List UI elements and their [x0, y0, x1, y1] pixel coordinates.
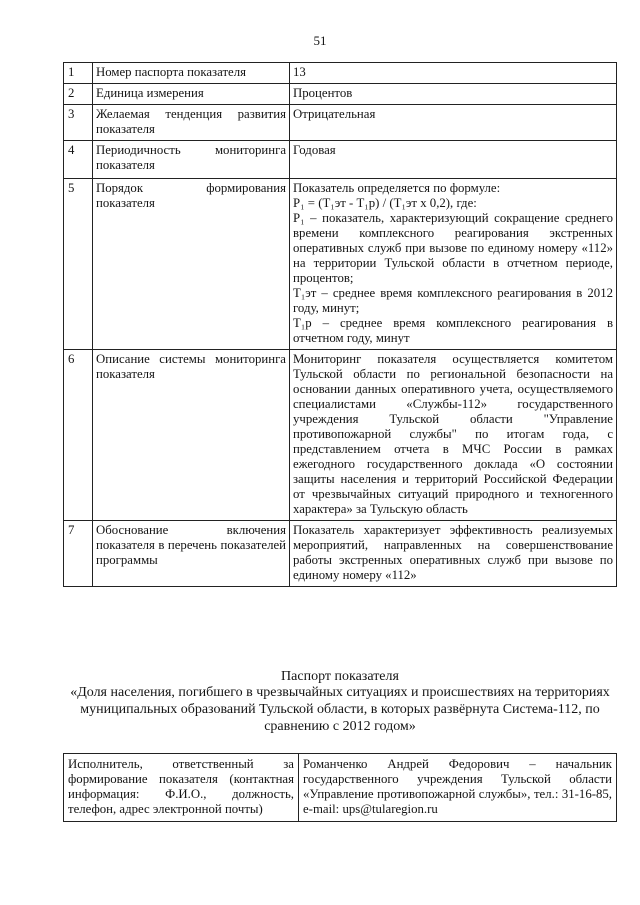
- row-value: Отрицательная: [290, 105, 617, 141]
- row-number: 4: [64, 141, 93, 179]
- row-value: Годовая: [290, 141, 617, 179]
- row-number: 5: [64, 179, 93, 350]
- row-label: Описание системы мониторинга показателя: [93, 350, 290, 521]
- row-value-formula: [290, 179, 617, 350]
- row-label: Порядок формирования показателя: [93, 179, 290, 350]
- row-number: 3: [64, 105, 93, 141]
- table-row: [64, 521, 617, 587]
- table-row: [64, 350, 617, 521]
- row-number: 1: [64, 63, 93, 84]
- row-label: Желаемая тенденция развития показателя: [93, 105, 290, 141]
- table-row: [64, 84, 617, 105]
- table-row: [64, 179, 617, 350]
- formula-intro: Показатель определяется по формуле:: [293, 181, 501, 195]
- row-number: 7: [64, 521, 93, 587]
- table-row: [64, 754, 617, 822]
- row-value: 13: [290, 63, 617, 84]
- row-value: Процентов: [290, 84, 617, 105]
- formula-definition: P₁ – показатель, характеризующий сокращение среднего времени комплексного реагирования экстренных оперативных служб при вызове по единому номеру «112» на территории Тульской области в отчетном периоде, процентов;: [293, 211, 613, 285]
- indicator-passport-table: [63, 62, 617, 587]
- row-label: Номер паспорта показателя: [93, 63, 290, 84]
- formula: P₁ = (T₁эт - T₁р) / (T₁эт x 0,2), где:: [293, 196, 477, 210]
- section-title: Паспорт показателя: [281, 669, 399, 684]
- row-value: Мониторинг показателя осуществляется комитетом Тульской области по региональной безопасности на основании данных оперативного учета, осуществляемого специалистами «Службы-112» государственного учреждения Тульской области "Управление противопожарной службы" по итогам года, с представлением отчета в МЧС России в рамках ежегодного государственного доклада «О состоянии защиты населения и территорий Российской Федерации от чрезвычайных ситуаций природного и техногенного характера» за Тульскую область: [290, 350, 617, 521]
- table-row: [64, 63, 617, 84]
- executor-value: Романченко Андрей Федорович – начальник государственного учреждения Тульской области «Управление противопожарной службы», тел.: 31-16-85, e-mail: ups@tularegion.ru: [299, 754, 617, 822]
- page-number: 51: [313, 33, 327, 48]
- executor-label: Исполнитель, ответственный за формирование показателя (контактная информация: Ф.И.О., должность, телефон, адрес электронной почты): [64, 754, 299, 822]
- section-subtitle: «Доля населения, погибшего в чрезвычайных ситуациях и происшествиях на территориях муниципальных образований Тульской области, в которых развёрнута Система-112, по сравнению с 2012 годом»: [70, 685, 610, 734]
- row-label: Периодичность мониторинга показателя: [93, 141, 290, 179]
- row-value: Показатель характеризует эффективность реализуемых мероприятий, направленных на совершенствование работы экстренных оперативных служб при вызове по единому номеру «112»: [290, 521, 617, 587]
- row-number: 6: [64, 350, 93, 521]
- row-label: Единица измерения: [93, 84, 290, 105]
- formula-definition: T₁эт – среднее время комплексного реагирования в 2012 году, минут;: [293, 286, 613, 315]
- row-label: Обоснование включения показателя в перечень показателей программы: [93, 521, 290, 587]
- row-number: 2: [64, 84, 93, 105]
- formula-definition: T₁р – среднее время комплексного реагирования в отчетном году, минут: [293, 316, 613, 345]
- table-row: [64, 105, 617, 141]
- executor-table: [63, 753, 617, 822]
- table-row: [64, 141, 617, 179]
